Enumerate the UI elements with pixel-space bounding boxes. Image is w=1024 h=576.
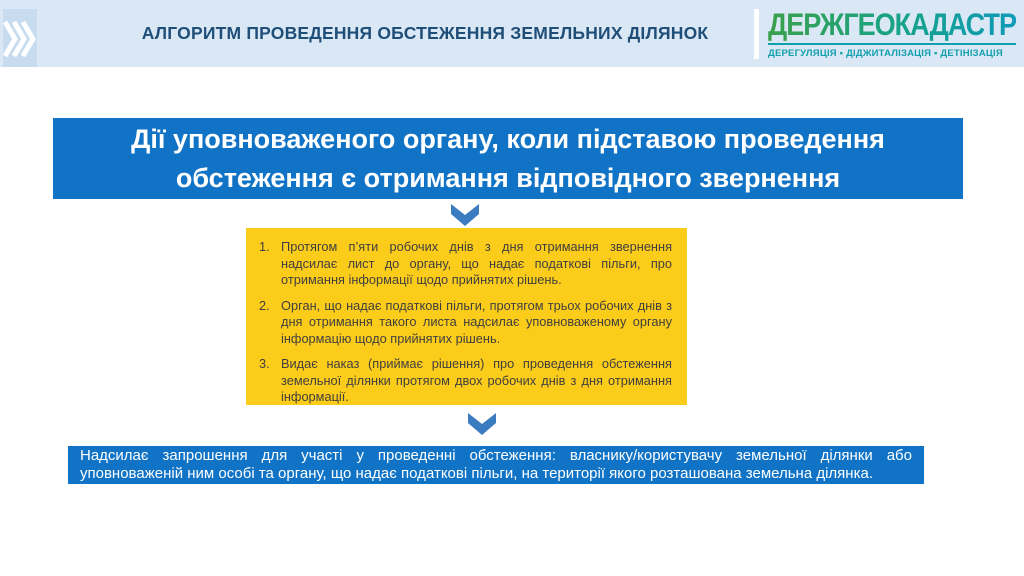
step-text: Видає наказ (приймає рішення) про проведення обстеження земельної ділянки протягом двох робочих днів з дня отримання інформації. (281, 356, 672, 404)
header-band (0, 0, 1024, 67)
step-item (259, 298, 672, 348)
step-item (259, 356, 672, 406)
derzhgeocadastre-logo (754, 6, 1016, 59)
chevron-down-icon (466, 412, 498, 436)
chevron-down-icon (449, 203, 481, 227)
step-number: 3. (259, 356, 270, 371)
steps-panel (246, 228, 687, 405)
step-number: 1. (259, 239, 270, 254)
step-number: 2. (259, 297, 270, 313)
footer-banner: Надсилає запрошення для участі у проведенні обстеження: власнику/користувачу земельної ділянки або уповноваженій ним особі та органу, що надає податкові пільги, на території якого розташована земельна ділянка. (68, 446, 924, 484)
step-text: Протягом п’яти робочих днів з дня отримання звернення надсилає лист до органу, що надає податкові пільги, про отримання інформації щодо прийнятих рішень. (281, 239, 672, 287)
logo-separator (754, 9, 759, 59)
logo-tagline: ДЕРЕГУЛЯЦІЯ ▪ ДІДЖИТАЛІЗАЦІЯ ▪ ДЕТІНІЗАЦІЯ (768, 48, 1003, 59)
logo-wordmark: ДЕРЖГЕОКАДАСТР (768, 6, 1016, 43)
step-item (259, 239, 672, 289)
page-title: АЛГОРИТМ ПРОВЕДЕННЯ ОБСТЕЖЕННЯ ЗЕМЕЛЬНИХ ДІЛЯНОК (141, 23, 709, 43)
step-text: Орган, що надає податкові пільги, протягом трьох робочих днів з дня отримання такого листа надсилає уповноваженому органу інформацію щодо прийнятих рішень. (281, 297, 672, 346)
triple-chevron-right-icon (3, 9, 37, 67)
section-title-banner: Дії уповноваженого органу, коли підставою проведення обстеження є отримання відповідного звернення (53, 118, 963, 199)
logo-underline (768, 43, 1016, 45)
